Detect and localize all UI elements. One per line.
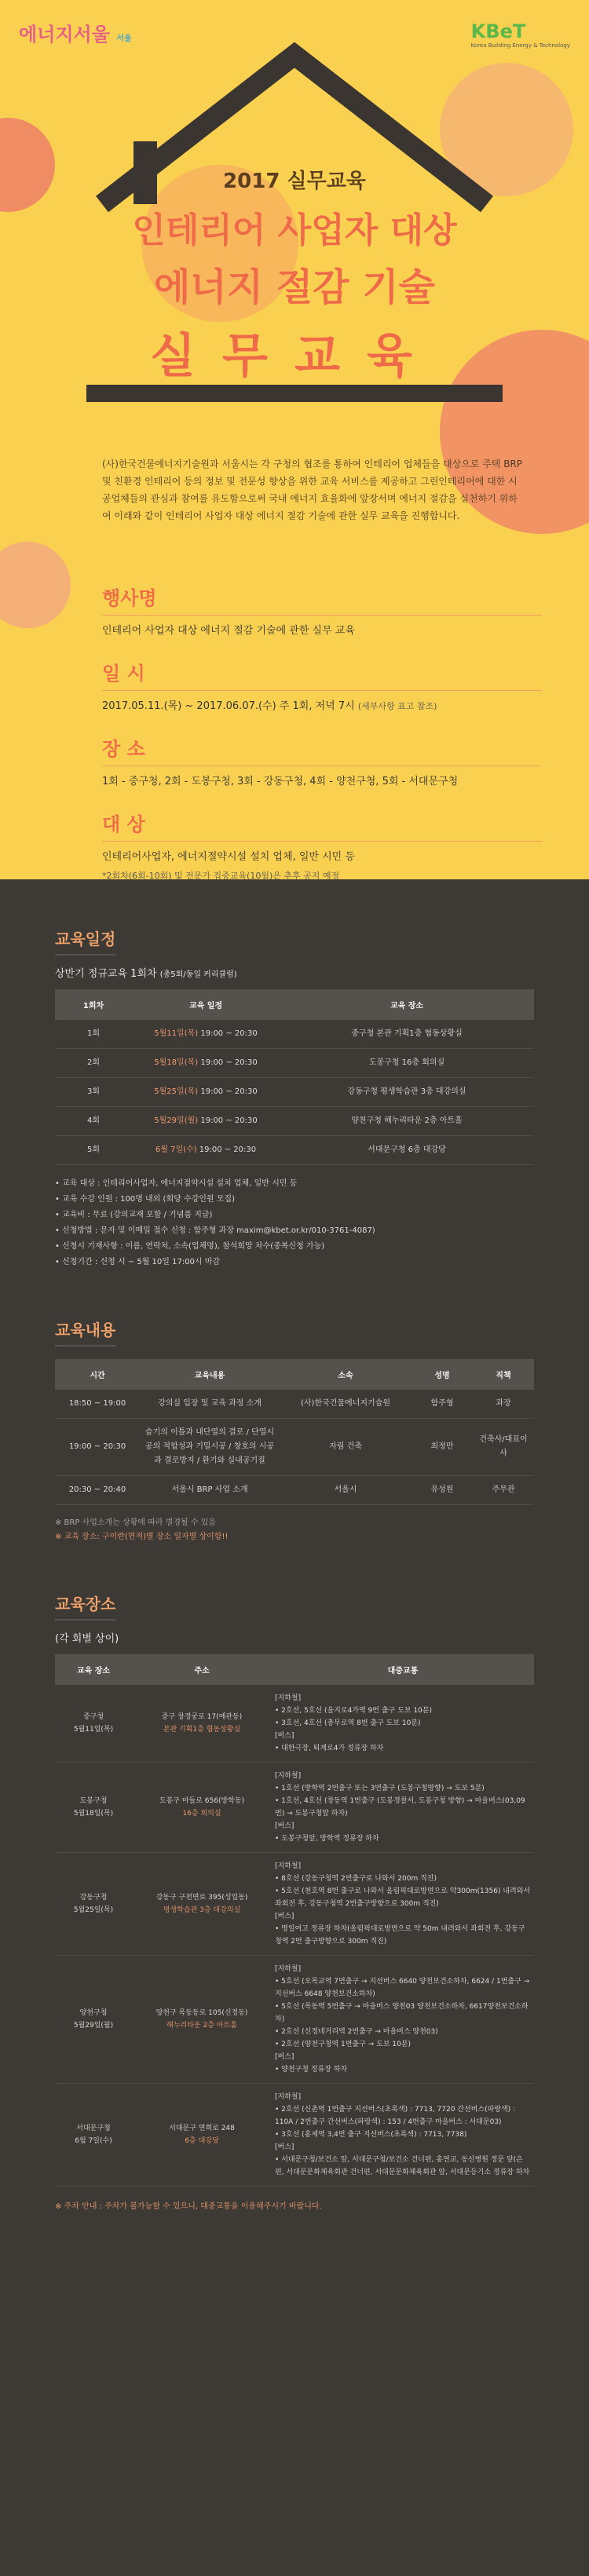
event-target-heading: 대 상 [102,809,542,842]
schedule-header: 교육 장소 [280,989,534,1020]
table-row [55,1763,534,1853]
venue-room: 본관 기획1층 협동상황실 [163,1726,241,1734]
venue-date: 5월18일(목) [73,1810,114,1818]
session-date [132,1020,280,1049]
table-row [55,1020,534,1049]
content-section [0,1270,589,1544]
session-number: 5회 [55,1136,132,1165]
logo-right-sub: Korea Building Energy & Technology [470,42,570,49]
venue-name: 도봉구청 [79,1797,108,1805]
content-content: 슬기의 이틀과 내단열의 결로 / 단열시공의 적합성과 기밀시공 / 창호의 시공과 결로방지 / 환기와 실내공기질 [140,1419,280,1476]
table-row [55,1136,534,1165]
list-item: • 신청방법 : 문자 및 이메일 접수 신청 : 함주형 과장 maxim@kbet.or.kr/010-3761-4087) [55,1226,375,1235]
logo-right-text: KBeT [470,20,526,42]
content-header: 소속 [280,1359,412,1390]
venue-addr-line: 강동구 구천면로 395(성일동) [155,1894,248,1902]
event-date-text: 2017.05.11.(목) ~ 2017.06.07.(수) 주 1회, 저녁 7시 [102,700,355,712]
table-row [55,1390,534,1419]
session-date [132,1078,280,1107]
session-time: 19:00 ~ 20:30 [200,1029,258,1038]
venue-transit: [지하철] • 2호선 (신촌역 1번출구 지선버스(초록색) : 7713, 7720 간선버스(파랑색) : 110A / 2번출구 간선버스(파랑색) : 153 / 4번출구 마을버스 : 서대문03) • 3호선 (홍제역 3,4번 출구 지선버스(초록색) : 7713, 7738) [버스] • 서대문구청/보건소 앞, 서대문구청/보건소 건너편, 홍연교, 동신병원 정문 앞(은편, 서대문문화체육회관 건너편, 서대문문화체육회관 앞, 서대문등기소 정류장 하차 [272,2084,534,2187]
content-content: 서울시 BRP 사업 소개 [140,1476,280,1505]
content-notes [55,1516,534,1544]
venue-place [55,2084,132,2187]
content-org: 자림 건축 [280,1419,412,1476]
decor-circle [0,542,71,628]
session-day: 5월18일(목) [154,1058,199,1067]
session-time: 19:00 ~ 20:30 [199,1145,257,1154]
venue-room: 6층 대강당 [185,2137,219,2145]
venue-address [132,2084,272,2187]
session-date [132,1136,280,1165]
session-number: 2회 [55,1049,132,1078]
venue-addr-line: 양천구 목동동로 105(신정동) [155,2009,248,2017]
session-place: 서대문구청 6층 대강당 [280,1136,534,1165]
schedule-section [0,879,589,1270]
session-date [132,1049,280,1078]
venue-name: 양천구청 [79,2009,108,2017]
list-item: • 교육 수강 인원 : 100명 내외 (회당 수강인원 모집) [55,1195,235,1204]
kbet-logo [471,20,570,49]
venue-room: 해누리타운 2층 아트홀 [166,2022,237,2030]
venue-address [132,1956,272,2084]
list-item: • 교육 대상 : 인테리어사업자, 에너지절약시설 설치 업체, 일반 시민 등 [55,1179,298,1188]
session-place: 도봉구청 16층 회의실 [280,1049,534,1078]
seoul-logo [19,19,132,46]
venue-date: 5월11일(목) [73,1726,114,1734]
content-org: (사)한국건물에너지기술원 [280,1390,412,1419]
title-sub: 2017 실무교육 [223,170,366,193]
schedule-header: 교육 일정 [132,989,280,1020]
session-day: 6월 7일(수) [155,1145,197,1154]
content-name: 함주형 [412,1390,473,1419]
venue-rows [55,1685,534,2187]
venue-transit: [지하철] • 8호선 (강동구청역 2번출구로 나와서 200m 직진) • 5호선 (천호역 8번 출구로 나와서 올림픽대로방면으로 약300m(1356) 내려와서 좌회전 후, 강동구청역 2번출구방향으로 300m 직진) [버스] • 명일여고 정류장 하차(올림픽대로방면으로 약 50m 내려와서 좌회전 후, 강동구청역 2번 출구방향으로 300m 직진) [272,1853,534,1956]
content-note: ※ BRP 사업소개는 상황에 따라 별경될 수 있음 [55,1518,217,1527]
event-date-heading: 일 시 [102,658,542,691]
session-time: 19:00 ~ 20:30 [200,1087,258,1096]
content-content: 강의실 입장 및 교육 과정 소개 [140,1390,280,1419]
event-name: 인테리어 사업자 대상 에너지 절감 기술에 관한 실무 교육 [102,625,355,637]
session-number: 1회 [55,1020,132,1049]
venue-addr-line: 도봉구 마들로 656(방학동) [159,1797,245,1805]
venue-table [55,1654,534,2187]
content-header: 교육내용 [140,1359,280,1390]
venue-date: 5월25일(목) [73,1906,114,1914]
venue-date: 5월29일(월) [73,2022,114,2030]
session-place: 양천구청 해누리타운 2층 아트홀 [280,1107,534,1136]
session-time: 19:00 ~ 20:30 [200,1116,258,1125]
intro-paragraph: (사)한국건물에너지기술원과 서울시는 각 구청의 협조를 통하여 인테리어 업체들을 대상으로 주택 BRP 및 친환경 인테리어 등의 정보 및 전문성 향상을 위한 교육 서비스를 제공하고 그린인테리어에 대한 시공업체들의 관심과 참여를 유도함으로써 국내 에너지 효율화에 앞장서며 에너지 절감을 실천하기 위하여 이래와 같이 인테리어 사업자 대상 에너지 절감 기술에 관한 실무 교육을 진행합니다. [102,459,522,521]
schedule-rows [55,1020,534,1165]
content-rows [55,1390,534,1505]
schedule-bullets [55,1176,534,1270]
venue-transit: [지하철] • 1호선 (방학역 2번출구 또는 3번출구 (도봉구청방향) → 도보 5분) • 1호선, 4호선 (창동역 1번출구 (도봉경찰서, 도봉구청 방향) → 마을버스(03,09번) → 도봉구청앞 하차) [버스] • 도봉구청앞, 방학역 정류장 하차 [272,1763,534,1853]
event-date [102,697,542,716]
venue-name: 서대문구청 [76,2125,111,2132]
table-row [55,1078,534,1107]
venue-address [132,1763,272,1853]
title-line1: 인테리어 사업자 대상 [132,210,457,250]
session-date [132,1107,280,1136]
table-row [55,1956,534,2084]
venue-place [55,1763,132,1853]
event-date-note: (세부사항 표고 참조) [357,701,437,711]
venue-header: 교육 장소 [55,1654,132,1685]
venue-room: 평생학습관 3층 대강의실 [163,1906,241,1914]
session-number: 3회 [55,1078,132,1107]
title-line3: 실무교육 [150,329,439,384]
event-place-heading: 장 소 [102,733,542,766]
table-row [55,1419,534,1476]
schedule-sub-note: (총5회/동일 커리큘럼) [159,970,237,979]
venue-header: 대중교통 [272,1654,534,1685]
content-title: 교육내용 [55,1317,115,1346]
venue-sub: (각 회별 상이) [55,1633,119,1645]
venue-address [132,1853,272,1956]
list-item: • 신청기간 : 신청 시 ~ 5월 10일 17:00시 마감 [55,1258,221,1266]
table-row [55,1685,534,1763]
venue-addr-line: 서대문구 연희로 248 [169,2125,235,2132]
venue-address [132,1685,272,1763]
table-row [55,1049,534,1078]
venue-name: 강동구청 [79,1894,108,1902]
schedule-header: 1회차 [55,989,132,1020]
content-header: 직책 [473,1359,534,1390]
content-time: 18:50 ~ 19:00 [55,1390,140,1419]
table-row [55,1107,534,1136]
content-table [55,1359,534,1505]
venue-place [55,1853,132,1956]
venue-title: 교육장소 [55,1591,115,1621]
hero-section [0,0,589,879]
event-place: 1회 - 중구청, 2회 - 도봉구청, 3회 - 강동구청, 4회 - 양천구청, 5회 - 서대문구청 [102,776,459,787]
venue-addr-line: 중구 창경궁로 17(예관동) [161,1713,243,1721]
venue-header: 주소 [132,1654,272,1685]
content-note-highlight: ※ 교육 장소: 구이란(면적)별 장소 일자별 상이함!! [55,1533,229,1541]
venue-transit: [지하철] • 2호선, 5호선 (을지로4가역 9번 출구 도보 10분) • 3호선, 4호선 (충무로역 8번 출구 도보 10분) [버스] • 대한극장, 퇴계로4가 정류장 하차 [272,1685,534,1763]
list-item: • 신청시 기재사항 : 이름, 연락처, 소속(업체명), 참석희망 차수(중복신청 가능) [55,1242,325,1251]
venue-date: 6월 7일(수) [75,2137,112,2145]
list-item: • 교육비 : 무료 (강의교재 포함 / 기념품 지급) [55,1211,213,1219]
logo-left-text: 에너지서울 [19,24,110,46]
session-day: 5월11일(목) [154,1029,199,1038]
event-target-note: *2회차(6회-10회) 및 전문가 집중교육(10월)은 추후 공지 예정 [102,871,340,879]
venue-place [55,1956,132,2084]
event-target: 인테리어사업자, 에너지절약시설 설치 업체, 일반 시민 등 [102,851,355,863]
venue-room: 16층 회의실 [182,1810,221,1818]
session-place: 중구청 본관 기획1층 협동상황실 [280,1020,534,1049]
content-header: 시간 [55,1359,140,1390]
schedule-table [55,989,534,1165]
content-name: 최정만 [412,1419,473,1476]
content-header: 성명 [412,1359,473,1390]
event-info [102,565,542,879]
logo-left-badge: 서울 [116,35,132,43]
title-block [0,165,589,386]
session-number: 4회 [55,1107,132,1136]
content-name: 유성원 [412,1476,473,1505]
table-row [55,2084,534,2187]
event-name-heading: 행사명 [102,583,542,616]
content-time: 19:00 ~ 20:30 [55,1419,140,1476]
content-pos: 과장 [473,1390,534,1419]
schedule-sub [55,965,534,980]
table-row [55,1853,534,1956]
venue-name: 중구청 [82,1713,104,1721]
content-pos: 주무관 [473,1476,534,1505]
content-org: 서울시 [280,1476,412,1505]
session-day: 5월29일(월) [154,1116,199,1125]
content-pos: 건축사/대표이사 [473,1419,534,1476]
session-time: 19:00 ~ 20:30 [200,1058,258,1067]
session-place: 강동구청 평생학습관 3층 대강의실 [280,1078,534,1107]
title-line2: 에너지 절감 기술 [154,265,435,309]
venue-section [0,1544,589,2242]
parking-note: ※ 주차 안내 : 주차가 불가능할 수 있으니, 대중교통을 이용해주시기 바랍니다. [55,2202,322,2211]
table-row [55,1476,534,1505]
venue-transit: [지하철] • 5호선 (오목교역 7번출구 → 지선버스 6640 양천보건소하차, 6624 / 1번출구 → 지선버스 6648 양천보건소하차) • 5호선 (목동역 5번출구 → 마을버스 양천03 양천보건소하차, 6617양천보건소하차) • 2호선 (신정네거리역 2번출구 → 마을버스 양천03) • 2호선 (양천구청역 1번출구 → 도보 10분) [버스] • 양천구청 정류장 하차 [272,1956,534,2084]
schedule-sub-text: 상반기 정규교육 1회차 [55,968,157,980]
session-day: 5월25일(목) [154,1087,199,1096]
venue-place [55,1685,132,1763]
content-time: 20:30 ~ 20:40 [55,1476,140,1505]
schedule-title: 교육일정 [55,926,115,955]
